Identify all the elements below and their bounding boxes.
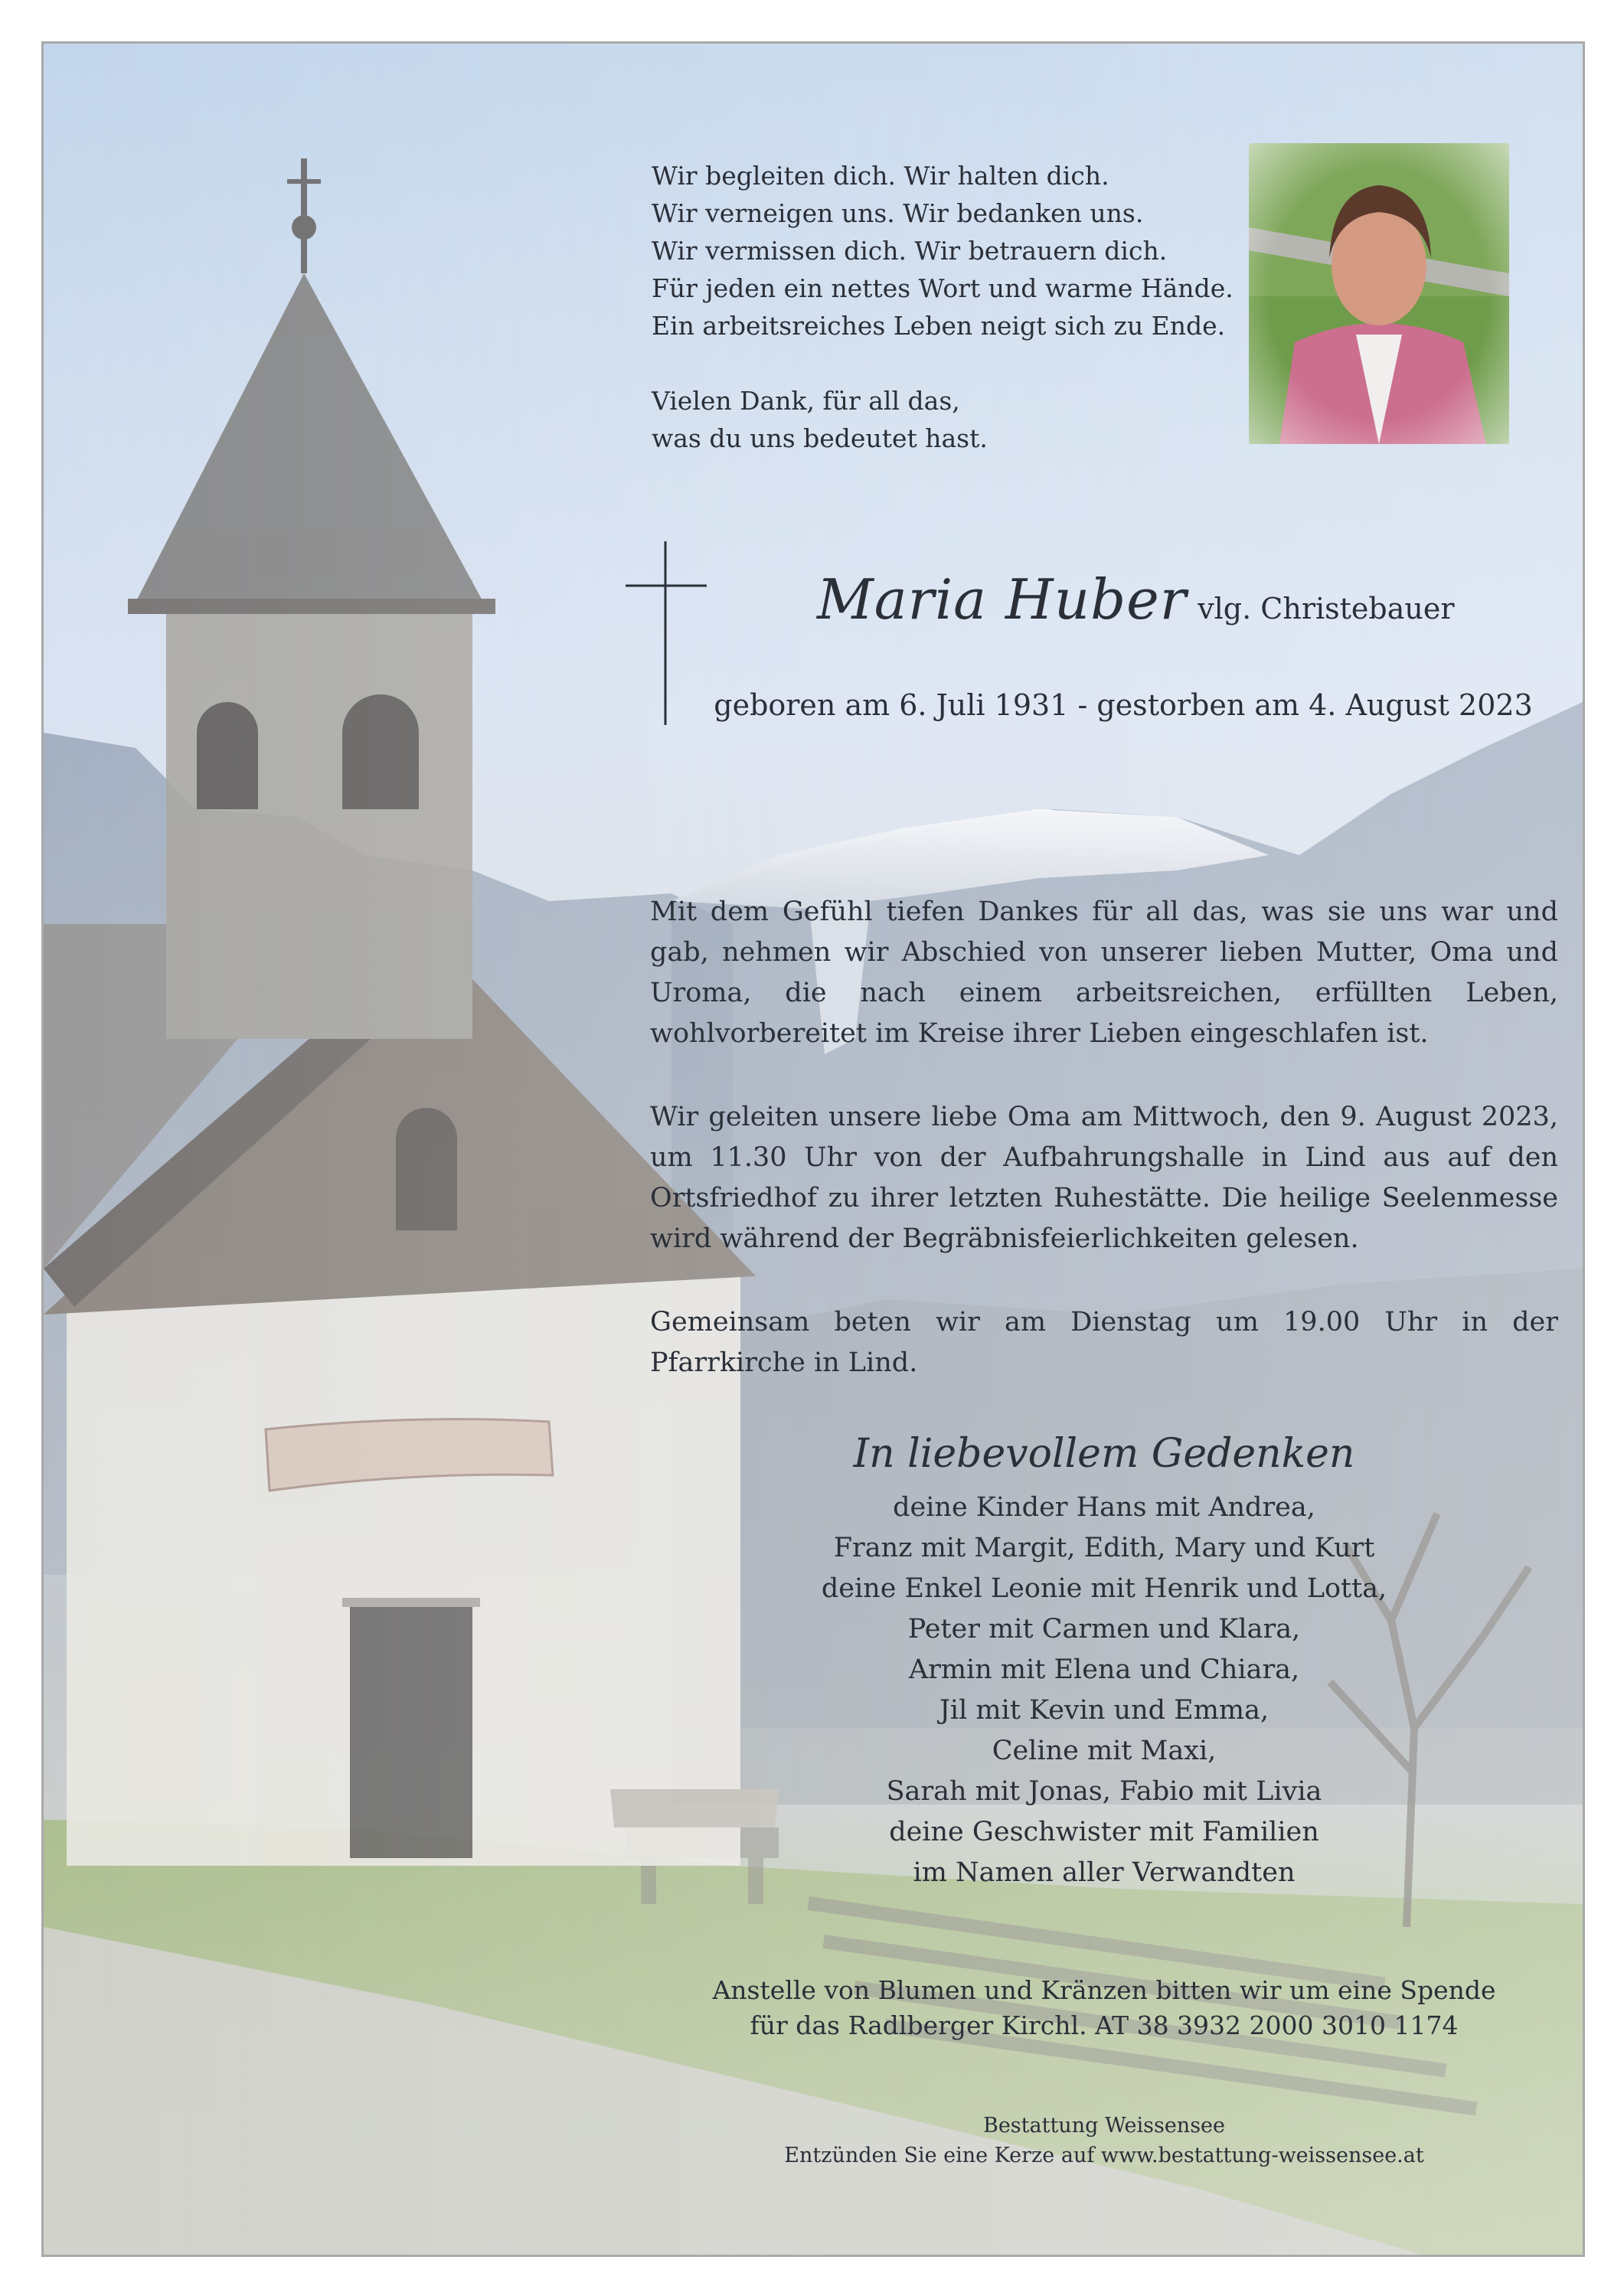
deceased-vulgo: vlg. Christebauer bbox=[1198, 592, 1455, 625]
family-line: deine Geschwister mit Familien bbox=[889, 1817, 1319, 1847]
cross-icon bbox=[626, 541, 710, 725]
poem bbox=[652, 157, 1279, 457]
poem-line: Ein arbeitsreiches Leben neigt sich zu Ende. bbox=[652, 311, 1226, 341]
obituary-card bbox=[41, 41, 1585, 2257]
family-line: im Namen aller Verwandten bbox=[913, 1857, 1296, 1888]
candle-link-text: Entzünden Sie eine Kerze auf www.bestattung-weissensee.at bbox=[784, 2144, 1424, 2167]
paragraph-farewell: Mit dem Gefühl tiefen Dankes für all das, was sie uns war und gab, nehmen wir Abschied von unserer lieben Mutter, Oma und Uroma, die nach einem arbeitsreichen, erfüllten Leben, wohlvorbereitet im Kreise ihrer Lieben eingeschlafen ist. bbox=[650, 897, 1558, 1049]
family-list bbox=[650, 1488, 1558, 1893]
footer bbox=[650, 2111, 1558, 2170]
poem-line: Wir vermissen dich. Wir betrauern dich. bbox=[652, 236, 1168, 266]
family-line: Sarah mit Jonas, Fabio mit Livia bbox=[886, 1776, 1322, 1807]
family-line: Franz mit Margit, Edith, Mary und Kurt bbox=[833, 1533, 1375, 1563]
family-line: deine Kinder Hans mit Andrea, bbox=[893, 1492, 1315, 1523]
life-dates: geboren am 6. Juli 1931 - gestorben am 4. August 2023 bbox=[714, 688, 1533, 722]
donation-note bbox=[650, 1973, 1558, 2043]
deceased-name-block bbox=[817, 567, 1529, 632]
family-line: Peter mit Carmen und Klara, bbox=[907, 1614, 1301, 1644]
funeral-home-name: Bestattung Weissensee bbox=[982, 2114, 1226, 2138]
gedenken-title: In liebevollem Gedenken bbox=[853, 1431, 1355, 1477]
family-line: Celine mit Maxi, bbox=[992, 1736, 1217, 1766]
deceased-name: Maria Huber bbox=[817, 567, 1188, 632]
poem-line: was du uns bedeutet hast. bbox=[652, 423, 988, 453]
paragraph-funeral: Wir geleiten unsere liebe Oma am Mittwoch, den 9. August 2023, um 11.30 Uhr von der Aufbahrungshalle in Lind aus auf den Ortsfriedhof zu ihrer letzten Ruhestätte. Die heilige Seelenmesse wird während der Begräbnisfeierlichkeiten gelesen. bbox=[650, 1102, 1558, 1254]
donation-line: für das Radlberger Kirchl. AT 38 3932 2000 3010 1174 bbox=[750, 2010, 1459, 2040]
family-line: Armin mit Elena und Chiara, bbox=[908, 1654, 1300, 1685]
family-line: deine Enkel Leonie mit Henrik und Lotta, bbox=[821, 1573, 1387, 1604]
paragraph-prayer: Gemeinsam beten wir am Dienstag um 19.00 Uhr in der Pfarrkirche in Lind. bbox=[650, 1307, 1558, 1378]
poem-line: Vielen Dank, für all das, bbox=[652, 386, 960, 416]
family-line: Jil mit Kevin und Emma, bbox=[939, 1695, 1269, 1726]
poem-line: Wir verneigen uns. Wir bedanken uns. bbox=[652, 198, 1144, 228]
poem-line: Für jeden ein nettes Wort und warme Hände. bbox=[652, 273, 1234, 303]
poem-spacer bbox=[652, 345, 1279, 382]
donation-line: Anstelle von Blumen und Kränzen bitten wir um eine Spende bbox=[712, 1975, 1496, 2005]
portrait-photo bbox=[1249, 143, 1509, 444]
poem-line: Wir begleiten dich. Wir halten dich. bbox=[652, 161, 1109, 191]
